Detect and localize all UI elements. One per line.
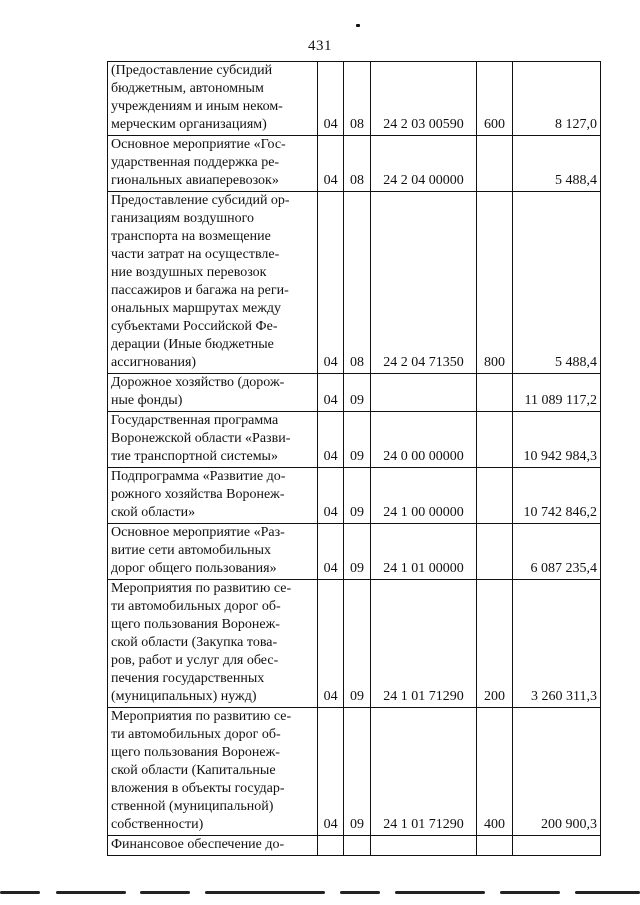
- row-subsection-cell: 09: [344, 524, 370, 580]
- row-subsection-cell: [344, 836, 370, 856]
- table-row: [108, 192, 601, 374]
- row-name-cell: (Предоставление субсидий бюджетным, автономным учреждениям и иным неком- мерческим организациям): [108, 62, 318, 136]
- row-name-cell: Основное мероприятие «Раз- витие сети автомобильных дорог общего пользования»: [108, 524, 318, 580]
- row-subsection-cell: 09: [344, 468, 370, 524]
- row-expense-type-cell: [477, 524, 513, 580]
- row-section-cell: 04: [317, 468, 343, 524]
- row-section-cell: 04: [317, 708, 343, 836]
- page-bottom-edge: [0, 891, 640, 897]
- table-row: [108, 836, 601, 856]
- row-target-article-cell: [370, 836, 477, 856]
- row-section-cell: 04: [317, 136, 343, 192]
- row-name-cell: Подпрограмма «Развитие до- рожного хозяйства Воронеж- ской области»: [108, 468, 318, 524]
- row-target-article-cell: 24 1 00 00000: [370, 468, 477, 524]
- table-row: [108, 708, 601, 836]
- scan-mark: [356, 24, 360, 27]
- row-section-cell: 04: [317, 374, 343, 412]
- row-expense-type-cell: [477, 374, 513, 412]
- row-target-article-cell: 24 1 01 71290: [370, 580, 477, 708]
- row-section-cell: 04: [317, 580, 343, 708]
- row-amount-cell: 10 742 846,2: [512, 468, 600, 524]
- row-section-cell: 04: [317, 192, 343, 374]
- row-section-cell: 04: [317, 524, 343, 580]
- row-amount-cell: 8 127,0: [512, 62, 600, 136]
- row-target-article-cell: 24 1 01 71290: [370, 708, 477, 836]
- row-name-cell: Предоставление субсидий ор- ганизациям воздушного транспорта на возмещение части затрат на осуществле- ние воздушных перевозок пассажиров и багажа на реги- ональных маршрутах между субъектами Российской Фе- дерации (Иные бюджетные ассигнования): [108, 192, 318, 374]
- row-amount-cell: 10 942 984,3: [512, 412, 600, 468]
- row-section-cell: 04: [317, 62, 343, 136]
- row-name-cell: Мероприятия по развитию се- ти автомобильных дорог об- щего пользования Воронеж- ской области (Закупка това- ров, работ и услуг для обес- печения государственных (муниципальных) нужд): [108, 580, 318, 708]
- table-row: [108, 524, 601, 580]
- row-amount-cell: 3 260 311,3: [512, 580, 600, 708]
- row-target-article-cell: 24 2 04 00000: [370, 136, 477, 192]
- row-target-article-cell: 24 2 03 00590: [370, 62, 477, 136]
- row-target-article-cell: 24 1 01 00000: [370, 524, 477, 580]
- row-target-article-cell: [370, 374, 477, 412]
- row-subsection-cell: 08: [344, 136, 370, 192]
- row-expense-type-cell: 800: [477, 192, 513, 374]
- row-expense-type-cell: [477, 136, 513, 192]
- row-subsection-cell: 09: [344, 708, 370, 836]
- row-name-cell: Государственная программа Воронежской области «Разви- тие транспортной системы»: [108, 412, 318, 468]
- row-expense-type-cell: 600: [477, 62, 513, 136]
- table-row: [108, 468, 601, 524]
- row-amount-cell: 5 488,4: [512, 136, 600, 192]
- row-name-cell: Основное мероприятие «Гос- ударственная поддержка ре- гиональных авиаперевозок»: [108, 136, 318, 192]
- row-section-cell: [317, 836, 343, 856]
- row-expense-type-cell: 200: [477, 580, 513, 708]
- row-name-cell: Дорожное хозяйство (дорож- ные фонды): [108, 374, 318, 412]
- row-subsection-cell: 08: [344, 62, 370, 136]
- row-section-cell: 04: [317, 412, 343, 468]
- budget-table-body: [108, 62, 601, 856]
- row-subsection-cell: 09: [344, 412, 370, 468]
- row-amount-cell: 5 488,4: [512, 192, 600, 374]
- table-row: [108, 136, 601, 192]
- row-amount-cell: 6 087 235,4: [512, 524, 600, 580]
- table-row: [108, 412, 601, 468]
- row-subsection-cell: 08: [344, 192, 370, 374]
- row-expense-type-cell: [477, 468, 513, 524]
- row-name-cell: Финансовое обеспечение до-: [108, 836, 318, 856]
- row-expense-type-cell: [477, 836, 513, 856]
- row-expense-type-cell: [477, 412, 513, 468]
- row-amount-cell: [512, 836, 600, 856]
- row-subsection-cell: 09: [344, 374, 370, 412]
- page-number: 431: [308, 38, 332, 54]
- table-row: [108, 580, 601, 708]
- row-expense-type-cell: 400: [477, 708, 513, 836]
- table-row: [108, 374, 601, 412]
- row-subsection-cell: 09: [344, 580, 370, 708]
- row-target-article-cell: 24 2 04 71350: [370, 192, 477, 374]
- row-name-cell: Мероприятия по развитию се- ти автомобильных дорог об- щего пользования Воронеж- ской области (Капитальные вложения в объекты государ- ственной (муниципальной) собственности): [108, 708, 318, 836]
- row-amount-cell: 11 089 117,2: [512, 374, 600, 412]
- budget-table: [107, 61, 601, 856]
- row-target-article-cell: 24 0 00 00000: [370, 412, 477, 468]
- row-amount-cell: 200 900,3: [512, 708, 600, 836]
- table-row: [108, 62, 601, 136]
